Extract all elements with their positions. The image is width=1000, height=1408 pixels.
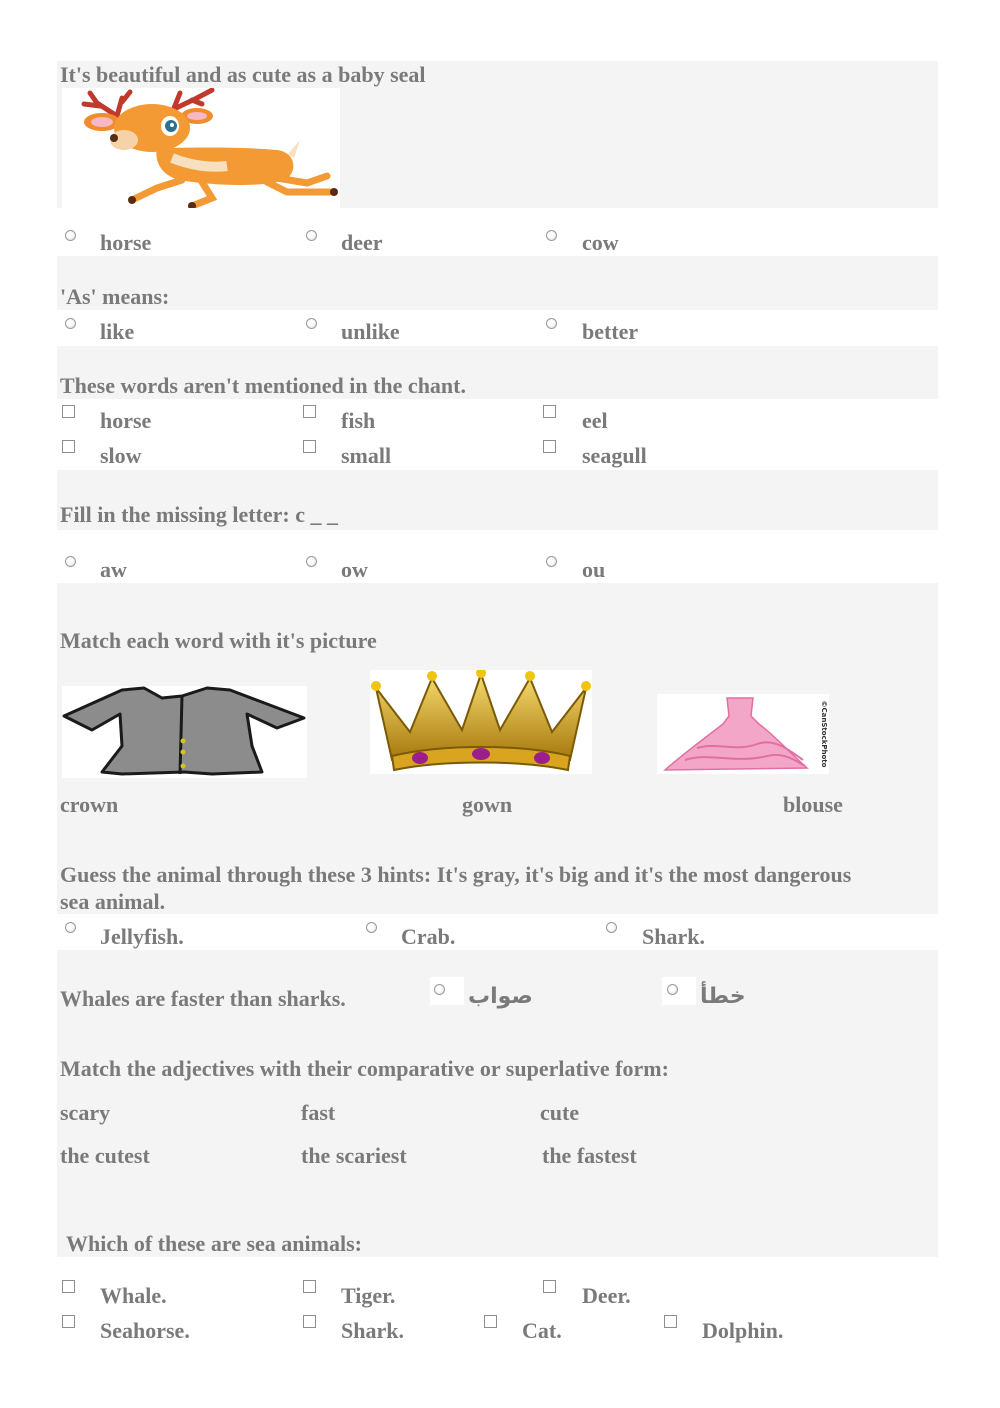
q2-option-like-radio[interactable]	[65, 318, 76, 329]
svg-text:©CanStockPhoto: ©CanStockPhoto	[820, 700, 828, 768]
q4-prompt: Fill in the missing letter: c _ _	[60, 502, 339, 527]
q9-prompt: Which of these are sea animals:	[66, 1231, 362, 1256]
q7-option-label: خطأ	[700, 984, 746, 1009]
q5-prompt: Match each word with it's picture	[60, 628, 377, 653]
q2-option-label: like	[100, 319, 135, 344]
q3-prompt: These words aren't mentioned in the chant.	[60, 373, 466, 398]
gown-illustration	[657, 694, 829, 774]
q5-word-label[interactable]: crown	[60, 792, 119, 817]
q8-adjective[interactable]: scary	[60, 1100, 111, 1125]
q1-option-horse-radio[interactable]	[65, 230, 76, 241]
q3-option-fish-checkbox[interactable]	[303, 405, 316, 418]
q9-option-deer-checkbox[interactable]	[543, 1280, 556, 1293]
q5-word-label[interactable]: gown	[462, 792, 513, 817]
q3-option-small-checkbox[interactable]	[303, 440, 316, 453]
crown-image[interactable]	[370, 670, 592, 774]
q3-option-label: small	[341, 443, 392, 468]
q6-option-jellyfish-radio[interactable]	[65, 922, 76, 933]
q2-option-label: better	[582, 319, 639, 344]
q9-option-seahorse-checkbox[interactable]	[62, 1315, 75, 1328]
q3-option-label: slow	[100, 443, 142, 468]
q9-option-label: Seahorse.	[100, 1318, 190, 1343]
q1-option-deer-radio[interactable]	[306, 230, 317, 241]
q3-option-slow-checkbox[interactable]	[62, 440, 75, 453]
q2-option-better-radio[interactable]	[546, 318, 557, 329]
q9-option-label: Shark.	[341, 1318, 404, 1343]
q3-option-horse-checkbox[interactable]	[62, 405, 75, 418]
deer-image	[62, 88, 340, 208]
q8-form[interactable]: the fastest	[542, 1143, 637, 1168]
q9-option-cat-checkbox[interactable]	[484, 1315, 497, 1328]
q9-option-label: Deer.	[582, 1283, 631, 1308]
q8-form[interactable]: the scariest	[301, 1143, 407, 1168]
q4-option-ow-radio[interactable]	[306, 556, 317, 567]
q9-option-label: Dolphin.	[702, 1318, 784, 1343]
q6-option-label: Jellyfish.	[100, 924, 184, 949]
q3-option-seagull-checkbox[interactable]	[543, 440, 556, 453]
q1-option-label: deer	[341, 230, 383, 255]
q1-option-cow-radio[interactable]	[546, 230, 557, 241]
blouse-image[interactable]	[62, 686, 307, 778]
q3-option-label: eel	[582, 408, 608, 433]
q3-option-label: seagull	[582, 443, 647, 468]
deer-illustration	[62, 88, 340, 208]
q8-prompt: Match the adjectives with their comparative or superlative form:	[60, 1056, 669, 1081]
q4-option-label: aw	[100, 557, 127, 582]
q3-option-label: fish	[341, 408, 376, 433]
q1-prompt: It's beautiful and as cute as a baby seal	[60, 62, 426, 87]
q9-option-tiger-checkbox[interactable]	[303, 1280, 316, 1293]
q5-word-label[interactable]: blouse	[783, 792, 843, 817]
q7-prompt: Whales are faster than sharks.	[60, 986, 346, 1011]
q9-option-whale-checkbox[interactable]	[62, 1280, 75, 1293]
q4-option-aw-radio[interactable]	[65, 556, 76, 567]
q7-option-label: صواب	[468, 984, 533, 1009]
q1-option-label: horse	[100, 230, 152, 255]
q6-option-crab-radio[interactable]	[366, 922, 377, 933]
q8-adjective[interactable]: cute	[540, 1100, 580, 1125]
q1-option-label: cow	[582, 230, 619, 255]
q9-option-label: Cat.	[522, 1318, 562, 1343]
crown-illustration	[370, 670, 592, 774]
q2-option-unlike-radio[interactable]	[306, 318, 317, 329]
q9-option-dolphin-checkbox[interactable]	[664, 1315, 677, 1328]
q2-option-label: unlike	[341, 319, 400, 344]
q7-false-radio[interactable]	[667, 984, 678, 995]
q4-option-label: ow	[341, 557, 368, 582]
q9-option-shark-checkbox[interactable]	[303, 1315, 316, 1328]
q6-option-shark-radio[interactable]	[606, 922, 617, 933]
blouse-illustration	[62, 686, 307, 778]
q2-band	[57, 256, 938, 310]
q9-option-label: Tiger.	[341, 1283, 396, 1308]
q8-adjective[interactable]: fast	[301, 1100, 336, 1125]
q6-option-label: Crab.	[401, 924, 456, 949]
q6-option-label: Shark.	[642, 924, 705, 949]
q6-prompt-line1: Guess the animal through these 3 hints: It's gray, it's big and it's the most dangerous	[60, 862, 852, 887]
q4-option-ou-radio[interactable]	[546, 556, 557, 567]
q3-option-eel-checkbox[interactable]	[543, 405, 556, 418]
q9-option-label: Whale.	[100, 1283, 167, 1308]
q2-prompt: 'As' means:	[60, 284, 170, 309]
q4-option-label: ou	[582, 557, 606, 582]
q6-prompt-line2: sea animal.	[60, 889, 166, 914]
q7-true-radio[interactable]	[434, 984, 445, 995]
q3-option-label: horse	[100, 408, 152, 433]
gown-image[interactable]	[657, 694, 829, 774]
q8-form[interactable]: the cutest	[60, 1143, 150, 1168]
